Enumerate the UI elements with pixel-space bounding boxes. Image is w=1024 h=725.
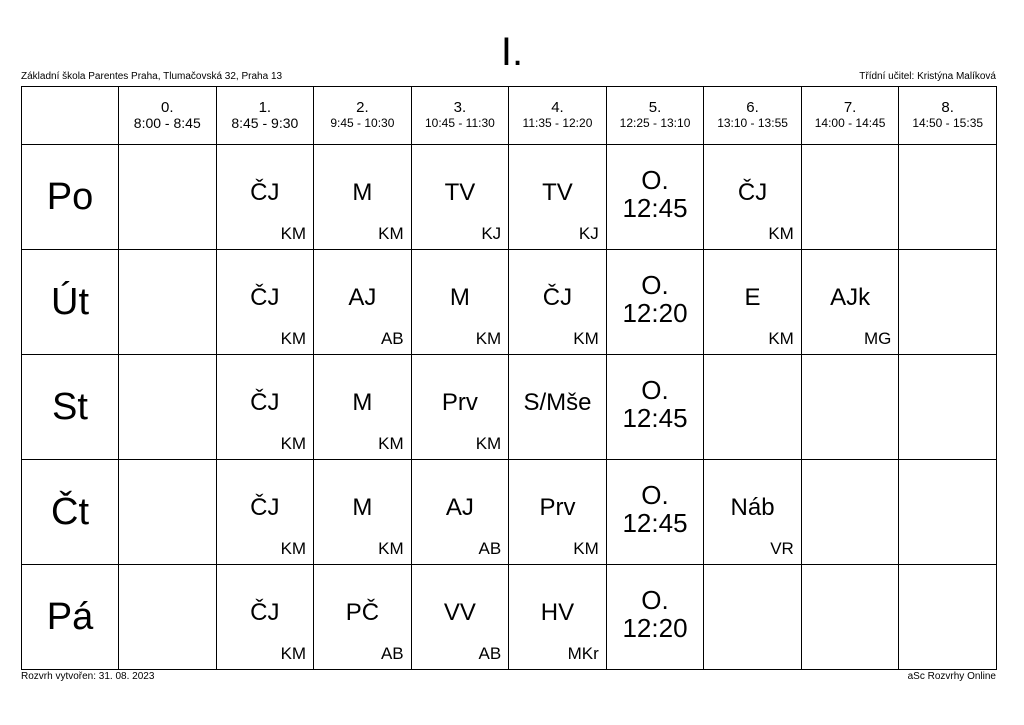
lesson-subject: M (352, 494, 373, 521)
lesson-cell (704, 460, 802, 565)
lesson-teacher: AB (478, 539, 502, 558)
day-row-pa (22, 565, 997, 670)
event-text (607, 271, 704, 327)
lesson-cell (119, 250, 217, 355)
period-number: 6. (746, 98, 759, 116)
period-time: 13:10 - 13:55 (717, 115, 788, 130)
period-number: 7. (843, 98, 857, 116)
lesson-teacher: KJ (578, 224, 599, 243)
period-number: 3. (453, 98, 467, 116)
lesson-cell (314, 145, 412, 250)
period-number: 2. (356, 98, 369, 116)
period-number: 8. (941, 98, 954, 116)
lesson-cell (509, 355, 607, 460)
period-header-row (22, 87, 997, 145)
lesson-subject: HV (540, 599, 575, 626)
lesson-subject: M (449, 284, 470, 311)
class-teacher: Třídní učitel: Kristýna Malíková (859, 71, 996, 82)
event-label: O. (641, 375, 669, 405)
lesson-teacher: KM (573, 329, 599, 348)
lesson-cell (801, 355, 899, 460)
lesson-teacher: KM (378, 224, 404, 243)
lesson-cell (704, 565, 802, 670)
created-date: Rozvrh vytvořen: 31. 08. 2023 (21, 671, 155, 682)
period-header (119, 87, 217, 145)
period-time: 9:45 - 10:30 (330, 115, 395, 130)
lesson-subject: Náb (730, 494, 775, 521)
lesson-cell (216, 565, 314, 670)
event-time: 12:45 (622, 403, 688, 433)
period-header (801, 87, 899, 145)
timetable (21, 86, 997, 670)
school-name: Základní škola Parentes Praha, Tlumačovská 32, Praha 13 (21, 71, 283, 82)
event-label: O. (641, 585, 669, 615)
lesson-cell (119, 145, 217, 250)
lesson-teacher: KJ (481, 224, 502, 243)
lesson-teacher: KM (768, 329, 794, 348)
lesson-subject: Prv (539, 494, 576, 521)
period-header (411, 87, 509, 145)
period-time: 11:35 - 12:20 (522, 115, 593, 130)
event-time: 12:20 (622, 298, 688, 328)
lesson-subject: M (352, 389, 373, 416)
day-name: Po (22, 145, 119, 250)
lesson-subject: ČJ (250, 389, 280, 416)
day-row-ut (22, 250, 997, 355)
event-cell (606, 460, 704, 565)
lesson-cell (314, 565, 412, 670)
lesson-cell (899, 145, 997, 250)
lesson-cell (216, 250, 314, 355)
lesson-subject: ČJ (250, 179, 280, 206)
period-number: 4. (551, 98, 564, 116)
event-time: 12:45 (622, 193, 688, 223)
event-text (607, 166, 704, 222)
lesson-teacher: KM (378, 434, 404, 453)
lesson-subject: S/Mše (523, 389, 592, 416)
period-time: 12:25 - 13:10 (619, 115, 691, 130)
day-row-st (22, 355, 997, 460)
lesson-cell (899, 460, 997, 565)
event-time: 12:20 (622, 613, 688, 643)
lesson-teacher: KM (378, 539, 404, 558)
lesson-cell (509, 250, 607, 355)
lesson-cell (801, 250, 899, 355)
lesson-cell (119, 355, 217, 460)
lesson-subject: VV (443, 599, 476, 626)
lesson-cell (411, 460, 509, 565)
lesson-teacher: KM (280, 644, 307, 663)
lesson-cell (509, 460, 607, 565)
period-header (314, 87, 412, 145)
lesson-subject: AJ (348, 284, 377, 311)
day-name: Pá (22, 565, 119, 670)
brand-footer: aSc Rozvrhy Online (907, 671, 996, 682)
lesson-cell (801, 460, 899, 565)
lesson-cell (314, 250, 412, 355)
lesson-teacher: AB (380, 644, 404, 663)
lesson-subject: ČJ (250, 494, 280, 521)
lesson-teacher: KM (280, 329, 307, 348)
event-cell (606, 145, 704, 250)
lesson-subject: E (744, 284, 761, 311)
period-time: 8:00 - 8:45 (133, 114, 201, 131)
day-name: St (22, 355, 119, 460)
event-label: O. (641, 270, 669, 300)
lesson-cell (411, 250, 509, 355)
day-row-ct (22, 460, 997, 565)
lesson-cell (411, 355, 509, 460)
lesson-cell (801, 145, 899, 250)
lesson-teacher: AB (478, 644, 502, 663)
period-time: 10:45 - 11:30 (424, 115, 495, 130)
lesson-cell (119, 460, 217, 565)
period-number: 0. (161, 98, 174, 116)
lesson-subject: TV (542, 179, 573, 206)
day-row-po (22, 145, 997, 250)
lesson-teacher: KM (280, 224, 307, 243)
event-text (607, 481, 704, 537)
corner-cell (22, 87, 119, 145)
lesson-teacher: KM (280, 434, 307, 453)
lesson-cell (314, 355, 412, 460)
period-number: 1. (258, 98, 272, 116)
period-header (216, 87, 314, 145)
lesson-teacher: KM (573, 539, 599, 558)
lesson-cell (899, 355, 997, 460)
lesson-teacher: MKr (567, 644, 599, 663)
lesson-cell (899, 250, 997, 355)
lesson-subject: M (352, 179, 373, 206)
lesson-subject: ČJ (250, 599, 280, 626)
lesson-teacher: KM (768, 224, 794, 243)
event-time: 12:45 (622, 508, 688, 538)
lesson-subject: ČJ (542, 284, 573, 311)
event-label: O. (641, 165, 669, 195)
lesson-subject: AJk (830, 284, 871, 311)
lesson-cell (314, 460, 412, 565)
period-number: 5. (648, 98, 662, 116)
lesson-cell (411, 565, 509, 670)
lesson-cell (704, 145, 802, 250)
lesson-cell (704, 250, 802, 355)
day-name: Čt (22, 460, 119, 565)
lesson-cell (509, 145, 607, 250)
period-time: 14:50 - 15:35 (912, 115, 984, 130)
lesson-teacher: KM (475, 434, 502, 453)
period-header (899, 87, 997, 145)
period-header (509, 87, 607, 145)
period-time: 8:45 - 9:30 (231, 114, 299, 131)
lesson-cell (509, 565, 607, 670)
lesson-teacher: AB (380, 329, 404, 348)
lesson-cell (216, 355, 314, 460)
lesson-subject: ČJ (737, 179, 768, 206)
lesson-subject: Prv (441, 389, 478, 416)
lesson-teacher: KM (280, 539, 307, 558)
lesson-cell (801, 565, 899, 670)
period-header (606, 87, 704, 145)
lesson-teacher: MG (863, 329, 892, 348)
lesson-subject: PČ (345, 599, 380, 626)
event-cell (606, 565, 704, 670)
lesson-teacher: KM (475, 329, 502, 348)
lesson-subject: ČJ (250, 284, 280, 311)
lesson-cell (119, 565, 217, 670)
period-time: 14:00 - 14:45 (814, 115, 886, 130)
lesson-cell (704, 355, 802, 460)
lesson-cell (899, 565, 997, 670)
event-text (607, 376, 704, 432)
lesson-teacher: VR (770, 539, 794, 558)
lesson-cell (411, 145, 509, 250)
day-name: Út (22, 250, 119, 355)
event-label: O. (641, 480, 669, 510)
lesson-cell (216, 460, 314, 565)
class-title: I. (500, 30, 524, 74)
lesson-cell (216, 145, 314, 250)
event-text (607, 586, 704, 642)
lesson-subject: AJ (445, 494, 474, 521)
lesson-subject: TV (444, 179, 476, 206)
event-cell (606, 355, 704, 460)
event-cell (606, 250, 704, 355)
period-header (704, 87, 802, 145)
